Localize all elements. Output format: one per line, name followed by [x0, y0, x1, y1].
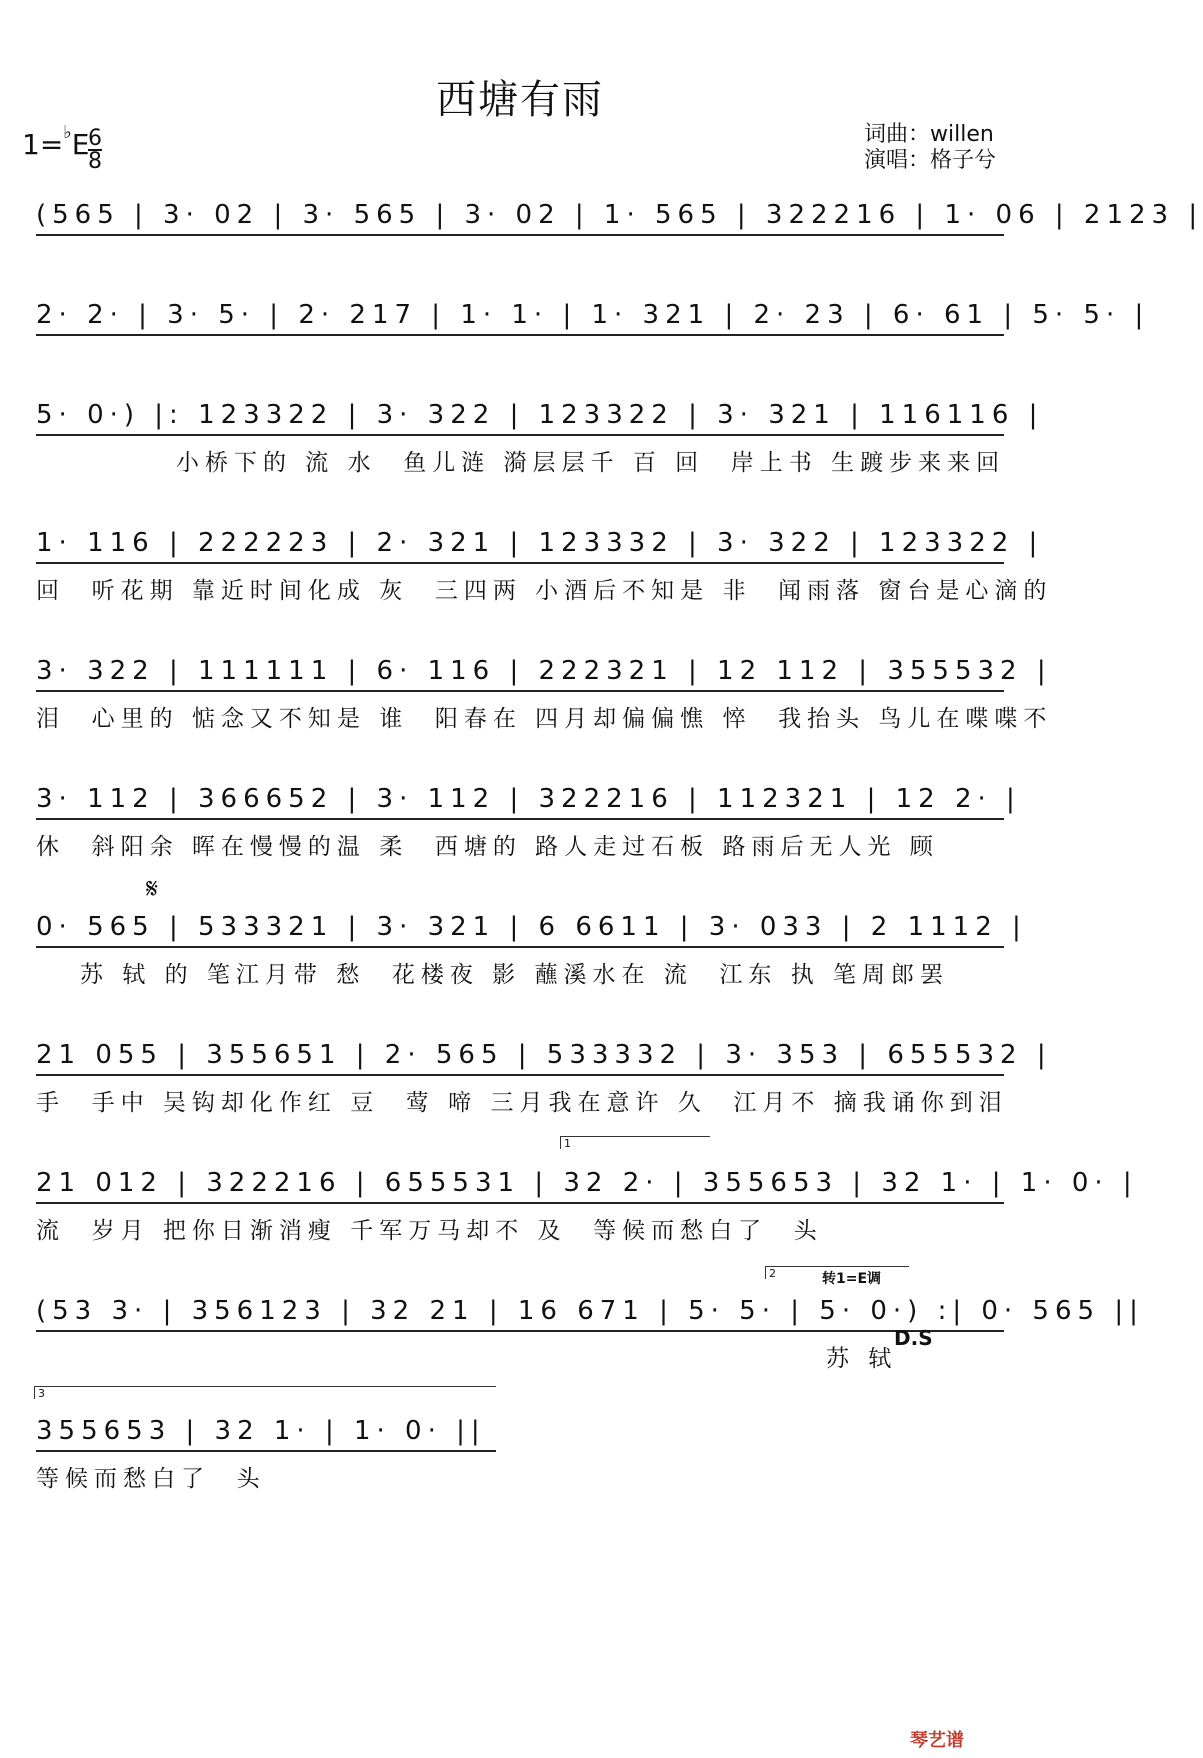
lyrics-line: 等候而愁白了 头	[36, 1466, 266, 1492]
time-bottom: 8	[88, 149, 102, 174]
notes-line: 1· 116 | 222223 | 2· 321 | 123332 | 3· 322 | 123322 |	[36, 528, 1004, 564]
score-row	[36, 400, 1044, 476]
ds-mark: D.S	[894, 1326, 933, 1350]
score-row	[36, 200, 1203, 260]
singer-credit: 演唱：格子兮	[864, 148, 997, 173]
lyrics-line: 泪 心里的 惦念又不知是 谁 阳春在 四月却偏偏憔 悴 我抬头 鸟儿在喋喋不	[36, 706, 1053, 732]
credits	[864, 122, 996, 174]
score-row	[36, 1296, 1144, 1372]
volta-2: 2	[765, 1266, 909, 1279]
notes-line: 355653 | 32 1· | 1· 0· ||	[36, 1416, 496, 1452]
flat-icon: ♭	[63, 122, 72, 143]
notes-line: 5· 0·) |: 123322 | 3· 322 | 123322 | 3· 321 | 116116 |	[36, 400, 1004, 436]
page-title: 西塘有雨	[436, 77, 604, 123]
volta-3: 3	[34, 1386, 496, 1399]
score-row	[36, 1168, 1138, 1244]
score-row	[36, 784, 1021, 860]
lyrics-line: 回 听花期 靠近时间化成 灰 三四两 小酒后不知是 非 闻雨落 窗台是心滴的	[36, 578, 1053, 604]
notes-line: 2· 2· | 3· 5· | 2· 217 | 1· 1· | 1· 321 | 2· 23 | 6· 61 | 5· 5· |	[36, 300, 1004, 336]
lyrics-line: 休 斜阳余 晖在慢慢的温 柔 西塘的 路人走过石板 路雨后无人光 顾	[36, 834, 939, 860]
notes-line: 21 055 | 355651 | 2· 565 | 533332 | 3· 353 | 655532 |	[36, 1040, 1004, 1076]
notes-line: 0· 565 | 533321 | 3· 321 | 6 6611 | 3· 033 | 2 1112 |	[36, 912, 1004, 948]
time-signature	[88, 128, 102, 172]
segno-mark: 𝄋	[146, 872, 159, 905]
notes-line: 21 012 | 322216 | 655531 | 32 2· | 355653 | 32 1· | 1· 0· |	[36, 1168, 1004, 1204]
key-prefix: 1=	[22, 128, 64, 161]
lyrics-line: 流 岁月 把你日渐消瘦 千军万马却不 及 等候而愁白了 头	[36, 1218, 823, 1244]
volta-1: 1	[560, 1136, 710, 1149]
watermark-logo: 琴艺谱	[910, 1730, 964, 1751]
notes-line: (565 | 3· 02 | 3· 565 | 3· 02 | 1· 565 | 322216 | 1· 06 | 2123 |	[36, 200, 1004, 236]
lyrics-line: 苏 轼 的 笔江月带 愁 花楼夜 影 蘸溪水在 流 江东 执 笔周郎罢	[80, 962, 950, 988]
notes-line: (53 3· | 356123 | 32 21 | 16 671 | 5· 5· | 5· 0·) :| 0· 565 ||	[36, 1296, 1004, 1332]
lyricist-credit: 词曲：willen	[864, 122, 994, 147]
score-row	[36, 300, 1150, 360]
score-row	[36, 656, 1053, 732]
lyrics-line: 手 手中 吴钩却化作红 豆 莺 啼 三月我在意许 久 江月不 摘我诵你到泪	[36, 1090, 1008, 1116]
notes-line: 3· 322 | 111111 | 6· 116 | 222321 | 12 112 | 355532 |	[36, 656, 1004, 692]
score-row	[36, 528, 1053, 604]
score-row	[36, 1040, 1052, 1116]
notes-line: 3· 112 | 366652 | 3· 112 | 322216 | 112321 | 12 2· |	[36, 784, 1004, 820]
score-row	[36, 912, 1027, 988]
lyrics-line: 小桥下的 流 水 鱼儿涟 漪层层千 百 回 岸上书 生踱步来来回	[176, 450, 1006, 476]
key-letter: E	[71, 128, 90, 161]
lyrics-line: 苏 轼	[826, 1346, 898, 1372]
time-top: 6	[88, 126, 102, 151]
key-signature	[22, 122, 90, 161]
modulation-note: 转1=E调	[822, 1271, 882, 1287]
score-row	[36, 1416, 496, 1492]
